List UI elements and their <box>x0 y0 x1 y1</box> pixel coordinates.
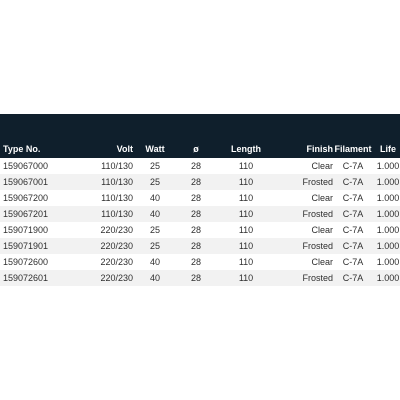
cell-filament: C-7A <box>342 209 364 219</box>
cell-life: 1.000 <box>376 241 400 251</box>
cell-life: 1.000 <box>376 209 400 219</box>
cell-volt: 110/130 <box>101 209 133 219</box>
cell-volt: 110/130 <box>101 193 133 203</box>
cell-diameter: 28 <box>190 209 201 219</box>
cell-finish: Clear <box>311 225 333 235</box>
cell-diameter: 28 <box>190 241 201 251</box>
cell-filament: C-7A <box>342 177 364 187</box>
cell-finish: Clear <box>311 161 333 171</box>
cell-filament: C-7A <box>342 161 364 171</box>
cell-watt: 25 <box>149 225 160 235</box>
table-row <box>0 222 400 238</box>
cell-watt: 40 <box>149 193 160 203</box>
cell-life: 1.000 <box>376 193 400 203</box>
header-filament: Filament <box>333 114 373 158</box>
cell-length: 110 <box>238 241 254 251</box>
cell-finish: Frosted <box>302 209 333 219</box>
cell-watt: 40 <box>149 273 160 283</box>
header-watt: Watt <box>133 114 177 158</box>
cell-length: 110 <box>238 273 254 283</box>
table-row <box>0 238 400 254</box>
header-diameter: ø <box>177 114 215 158</box>
table-row <box>0 206 400 222</box>
cell-type-no: 159072601 <box>3 273 49 283</box>
cell-finish: Frosted <box>302 273 333 283</box>
cell-type-no: 159067001 <box>3 177 49 187</box>
header-row <box>0 114 400 158</box>
spec-table <box>0 114 400 286</box>
cell-volt: 220/230 <box>100 273 133 283</box>
table-row <box>0 190 400 206</box>
cell-finish: Clear <box>311 257 333 267</box>
table-row <box>0 174 400 190</box>
cell-type-no: 159067201 <box>3 209 49 219</box>
cell-type-no: 159071901 <box>3 241 49 251</box>
table-body <box>0 158 400 286</box>
cell-watt: 25 <box>149 161 160 171</box>
cell-length: 110 <box>238 193 254 203</box>
cell-life: 1.000 <box>376 257 400 267</box>
cell-type-no: 159067200 <box>3 193 49 203</box>
table-row <box>0 254 400 270</box>
cell-length: 110 <box>238 161 254 171</box>
cell-life: 1.000 <box>376 225 400 235</box>
cell-life: 1.000 <box>376 161 400 171</box>
cell-volt: 220/230 <box>100 225 133 235</box>
header-life: Life <box>373 114 400 158</box>
cell-watt: 25 <box>149 241 160 251</box>
cell-type-no: 159072600 <box>3 257 49 267</box>
cell-volt: 220/230 <box>100 241 133 251</box>
header-finish: Finish <box>277 114 333 158</box>
header-volt: Volt <box>71 114 133 158</box>
cell-filament: C-7A <box>342 193 364 203</box>
cell-finish: Frosted <box>302 177 333 187</box>
header-length: Length <box>215 114 277 158</box>
cell-filament: C-7A <box>342 241 364 251</box>
table-header <box>0 114 400 158</box>
cell-life: 1.000 <box>376 273 400 283</box>
table-row <box>0 158 400 174</box>
cell-volt: 220/230 <box>100 257 133 267</box>
cell-diameter: 28 <box>190 225 201 235</box>
header-type-no: Type No. <box>0 114 71 158</box>
cell-type-no: 159071900 <box>3 225 49 235</box>
cell-life: 1.000 <box>376 177 400 187</box>
cell-volt: 110/130 <box>101 177 133 187</box>
cell-type-no: 159067000 <box>3 161 49 171</box>
cell-diameter: 28 <box>190 177 201 187</box>
cell-watt: 40 <box>149 257 160 267</box>
cell-diameter: 28 <box>190 193 201 203</box>
cell-filament: C-7A <box>342 273 364 283</box>
cell-diameter: 28 <box>190 161 201 171</box>
cell-filament: C-7A <box>342 225 364 235</box>
cell-diameter: 28 <box>190 257 201 267</box>
cell-filament: C-7A <box>342 257 364 267</box>
cell-watt: 25 <box>149 177 160 187</box>
cell-length: 110 <box>238 177 254 187</box>
table-row <box>0 270 400 286</box>
cell-diameter: 28 <box>190 273 201 283</box>
cell-finish: Frosted <box>302 241 333 251</box>
cell-volt: 110/130 <box>101 161 133 171</box>
cell-length: 110 <box>238 225 254 235</box>
cell-length: 110 <box>238 209 254 219</box>
cell-finish: Clear <box>311 193 333 203</box>
cell-watt: 40 <box>149 209 160 219</box>
cell-length: 110 <box>238 257 254 267</box>
